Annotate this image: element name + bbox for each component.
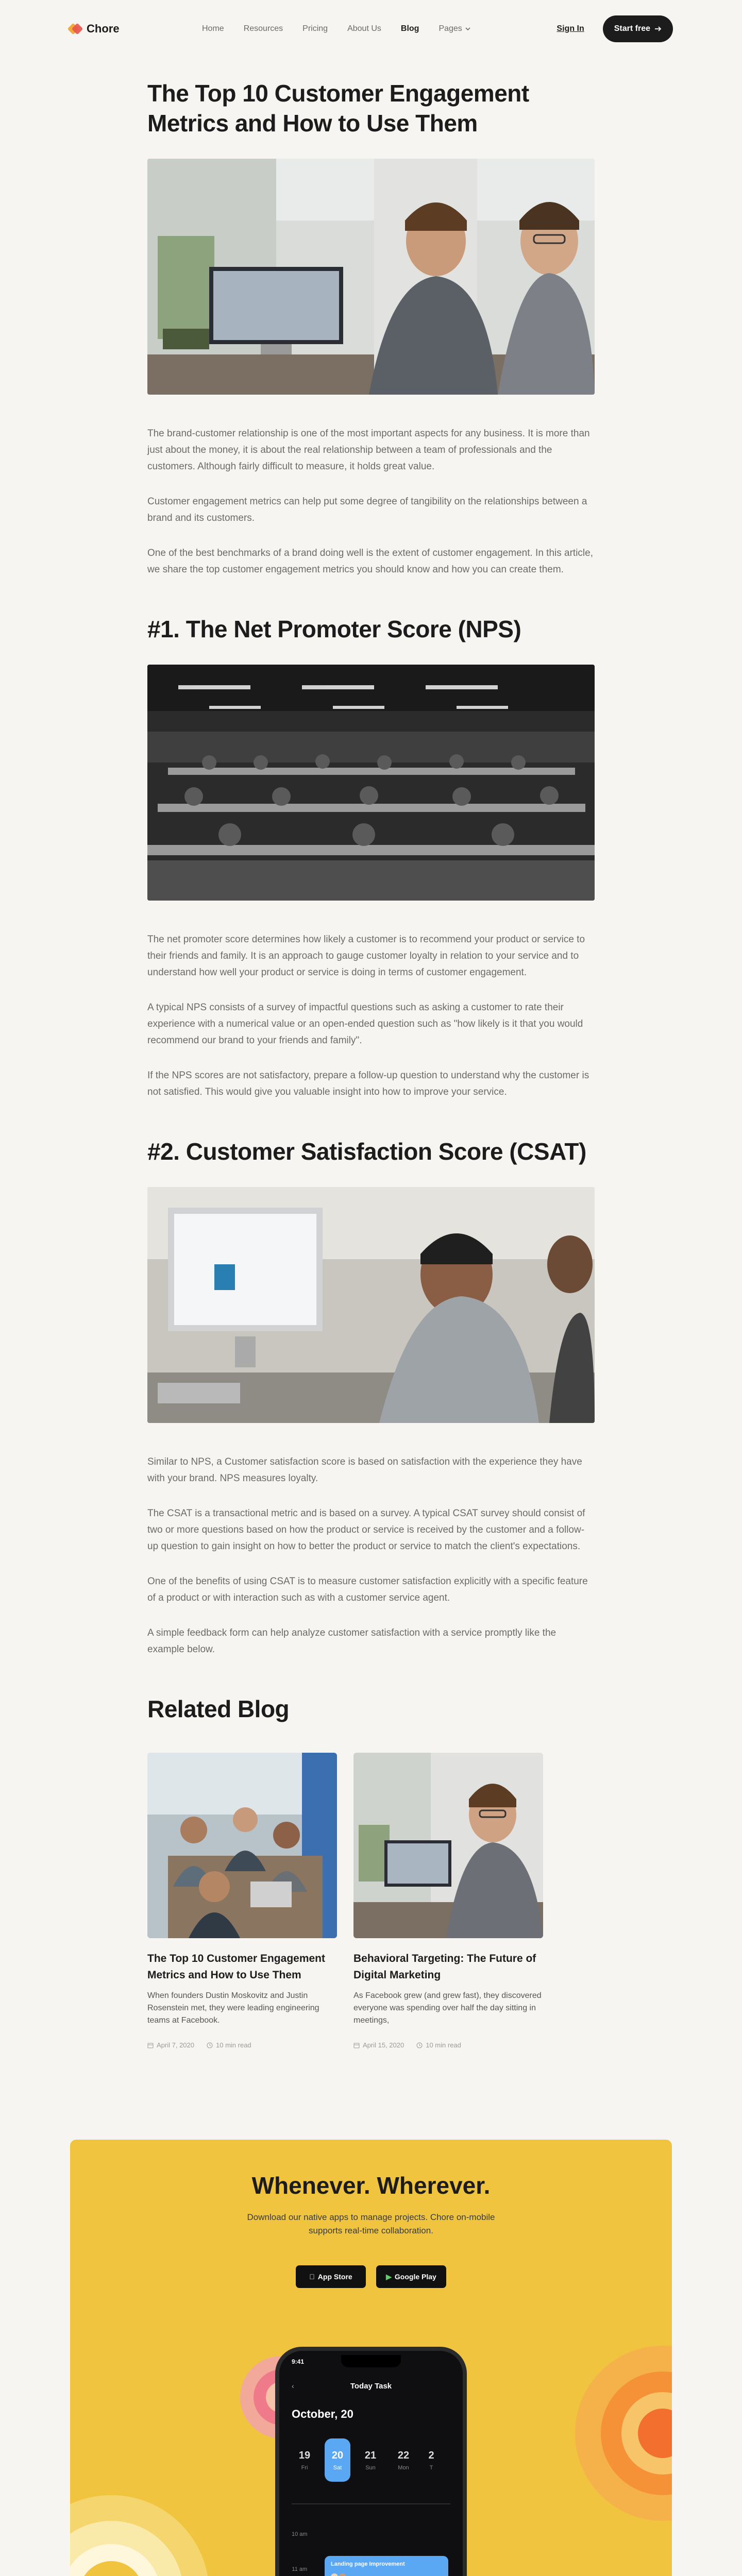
article-title: The Top 10 Customer Engagement Metrics and How to Use Them (147, 80, 529, 137)
nav-about[interactable]: About Us (347, 24, 381, 33)
arrow-right-icon (654, 26, 662, 32)
nps-paragraph-1: The net promoter score determines how likely a customer is to recommend your product or service to their friends and family. It is an approach to gauge customer loyalty in relation to your service and to understand how well your product or service is doing in terms of customer engagement. (147, 934, 585, 978)
card-title[interactable]: Behavioral Targeting: The Future of Digital Marketing (353, 1953, 536, 1981)
day-item[interactable] (358, 2438, 383, 2482)
chevron-down-icon (465, 27, 470, 30)
nav-home[interactable]: Home (202, 24, 224, 33)
day-label: Fri (301, 2464, 308, 2471)
nav-blog[interactable]: Blog (400, 24, 419, 33)
day-item[interactable] (391, 2438, 416, 2482)
download-title: Whenever. Wherever. (251, 2172, 491, 2199)
card-title[interactable]: The Top 10 Customer Engagement Metrics and How to Use Them (147, 1953, 325, 1981)
phone-time: 9:41 (292, 2358, 305, 2365)
day-label: T (429, 2464, 433, 2471)
nav-actions (556, 15, 673, 42)
day-num: 20 (331, 2449, 344, 2461)
nav-pricing[interactable]: Pricing (302, 24, 328, 33)
day-label: Sat (333, 2464, 342, 2471)
chore-logo-icon (69, 22, 82, 36)
csat-paragraph-4: A simple feedback form can help analyze customer satisfaction with a service promptly like the example below. (147, 1628, 556, 1655)
phone-mockup (275, 2347, 467, 2576)
related-card[interactable] (147, 1753, 337, 2049)
divider (292, 2503, 450, 2504)
task-title: Landing page Improvement (331, 2561, 405, 2567)
clock-icon (207, 2042, 213, 2048)
man-at-desk-photo (353, 1753, 543, 1938)
apple-icon (309, 2273, 315, 2281)
card-date (353, 2041, 404, 2049)
day-num: 19 (298, 2449, 311, 2461)
day-num: 21 (364, 2449, 377, 2461)
day-item[interactable] (424, 2438, 439, 2482)
download-subtitle: Download our native apps to manage projects. Chore on-mobile supports real-time collaboration. (247, 2212, 495, 2235)
meeting-room-photo (147, 1753, 337, 1938)
day-picker (292, 2438, 439, 2482)
office-desk-photo (147, 159, 595, 395)
brand-name: Chore (87, 22, 120, 35)
intro-paragraph-1: The brand-customer relationship is one of the most important aspects for any business. It is more than just about the money, it is about the real relationship between a team of professionals and the customers. Although fairly difficult to measure, it holds great value. (147, 428, 590, 472)
section-heading-csat: #2. Customer Satisfaction Score (CSAT) (147, 1138, 586, 1165)
developer-monitor-photo (147, 1187, 595, 1423)
store-buttons (70, 2265, 672, 2288)
start-free-label: Start free (614, 24, 650, 33)
main-menu (202, 24, 490, 33)
nav-pages[interactable] (439, 24, 470, 33)
top-nav (0, 0, 742, 58)
calendar-icon (147, 2042, 154, 2048)
article (147, 78, 595, 2049)
day-label: Mon (398, 2464, 409, 2471)
intro-paragraph-3: One of the best benchmarks of a brand doing well is the extent of customer engagement. In this article, we share the top customer engagement metrics you should know and how you can create them. (147, 548, 593, 575)
nps-paragraph-3: If the NPS scores are not satisfactory, prepare a follow-up question to understand why the customer is not satisfied. This would give you valuable insight into how to improve your service. (147, 1070, 589, 1097)
day-num: 2 (428, 2449, 434, 2461)
day-item[interactable] (292, 2438, 317, 2482)
section-heading-nps: #1. The Net Promoter Score (NPS) (147, 616, 521, 642)
card-meta (147, 2041, 337, 2049)
task-avatars (331, 2573, 442, 2576)
card-date (147, 2041, 194, 2049)
related-card[interactable] (353, 1753, 543, 2049)
card-date-text: April 15, 2020 (363, 2041, 404, 2049)
hour-label: 10 am (292, 2531, 308, 2537)
day-label: Sun (365, 2464, 376, 2471)
csat-paragraph-3: One of the benefits of using CSAT is to measure customer satisfaction explicitly with a specific feature of a product or with interaction such as with a customer service agent. (147, 1576, 588, 1603)
nav-pages-label: Pages (439, 24, 462, 33)
card-read-time (207, 2041, 251, 2049)
nps-paragraph-2: A typical NPS consists of a survey of impactful questions such as asking a customer to rate their experience with a numerical value or an open-ended question such as "how likely is it that you would recommend our brand to your friends and family". (147, 1002, 583, 1046)
phone-notch (341, 2355, 401, 2367)
app-store-label: App Store (315, 2273, 350, 2281)
phone-date: October, 20 (292, 2408, 353, 2420)
card-date-text: April 7, 2020 (157, 2041, 194, 2049)
calendar-icon (353, 2042, 360, 2048)
signin-link[interactable]: Sign In (556, 24, 584, 33)
download-app-banner (70, 2140, 672, 2576)
card-description: As Facebook grew (and grew fast), they discovered everyone was spending over half the day sitting in meetings, (353, 1991, 542, 2025)
related-cards (147, 1753, 595, 2049)
related-blog-title: Related Blog (147, 1696, 290, 1722)
day-item-selected[interactable] (325, 2438, 350, 2482)
app-store-button[interactable] (296, 2265, 366, 2288)
play-icon: ▶ (386, 2272, 392, 2281)
clock-icon (416, 2042, 423, 2048)
decorative-circles-left (70, 2495, 230, 2576)
hour-label: 11 am (292, 2566, 308, 2572)
intro-paragraph-2: Customer engagement metrics can help put some degree of tangibility on the relationships between a brand and its customers. (147, 496, 587, 523)
hour-labels (292, 2517, 308, 2576)
task-card[interactable] (325, 2556, 448, 2576)
phone-header: Today Task (350, 2382, 392, 2391)
start-free-button[interactable] (603, 15, 673, 42)
google-play-label: Google Play (394, 2273, 436, 2281)
open-office-photo (147, 665, 595, 901)
card-read-time (416, 2041, 461, 2049)
card-read-time-text: 10 min read (216, 2041, 251, 2049)
google-play-button[interactable] (376, 2265, 446, 2288)
card-meta (353, 2041, 543, 2049)
card-read-time-text: 10 min read (426, 2041, 461, 2049)
csat-paragraph-2: The CSAT is a transactional metric and is based on a survey. A typical CSAT survey should consist of two or more questions based on how the product or service is received by the customer and a follow-up question to gain insight on how to better the product or service to match the client's expectations. (147, 1508, 585, 1552)
day-num: 22 (397, 2449, 410, 2461)
back-icon[interactable]: ‹ (292, 2382, 294, 2390)
decorative-circles-right (560, 2346, 672, 2521)
card-description: When founders Dustin Moskovitz and Justin Rosenstein met, they were leading engineering teams at Facebook. (147, 1991, 319, 2025)
brand-logo[interactable] (69, 22, 120, 36)
nav-resources[interactable]: Resources (243, 24, 283, 33)
csat-paragraph-1: Similar to NPS, a Customer satisfaction score is based on satisfaction with the experience they have with your brand. NPS measures loyalty. (147, 1456, 582, 1484)
